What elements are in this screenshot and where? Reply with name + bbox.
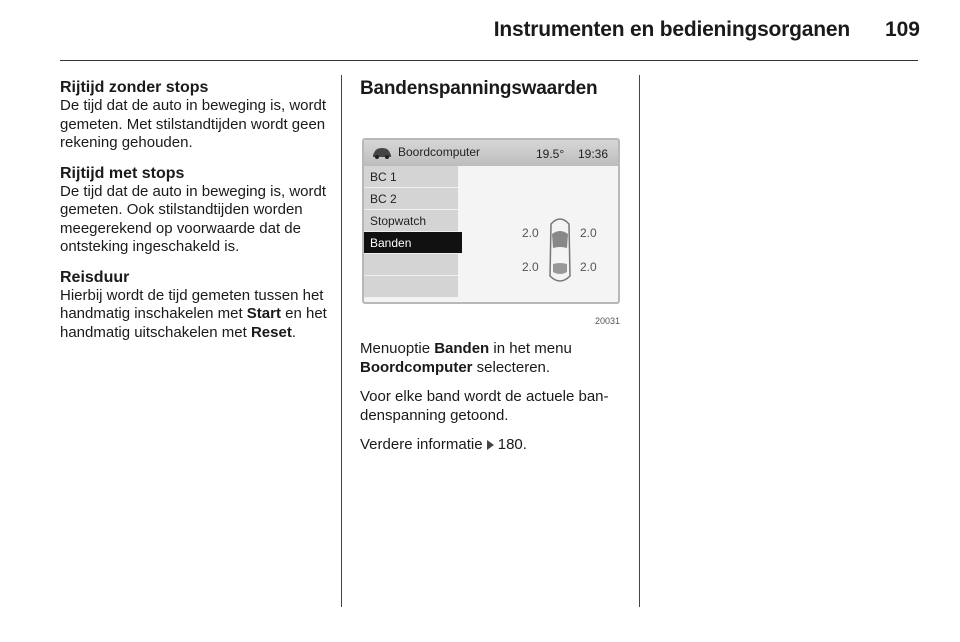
section-driving-time-with-stops <box>60 164 330 257</box>
page-number: 109 <box>884 18 920 41</box>
reset-keyword: Reset <box>250 323 292 341</box>
display-title: Boordcomputer <box>398 145 481 159</box>
section-trip-duration <box>60 268 330 343</box>
text-run: selecteren. <box>472 358 551 376</box>
outside-temperature: 19.5° <box>536 147 565 161</box>
menu-item-bc1[interactable]: BC 1 <box>364 166 458 188</box>
middle-column <box>360 78 625 466</box>
left-column <box>60 78 330 353</box>
menu-empty-slot <box>364 276 458 298</box>
section-heading: Rijtijd zonder stops <box>60 79 209 96</box>
menu-item-bc2[interactable]: BC 2 <box>364 188 458 210</box>
banden-keyword: Banden <box>434 340 490 357</box>
menu-item-banden[interactable]: Banden <box>364 232 462 254</box>
section-text <box>60 287 330 343</box>
section-heading: Reisduur <box>60 268 130 286</box>
section-heading: Rijtijd met stops <box>60 164 185 182</box>
section-title: Bandenspanningswaarden <box>360 78 598 99</box>
text-run: in het menu <box>489 340 572 357</box>
page-reference[interactable]: 180. <box>497 436 527 453</box>
display-menu <box>364 166 458 302</box>
board-computer-figure <box>360 116 622 326</box>
section-text: De tijd dat de auto in beweging is, wordt gemeten. Met stilstandtijden wordt geen rekening gehouden. <box>60 97 326 151</box>
start-keyword: Start <box>246 305 281 322</box>
car-top-view-icon <box>546 216 574 286</box>
tyre-pressure-front-right: 2.0 <box>580 226 597 240</box>
header-divider <box>60 60 918 61</box>
menu-item-stopwatch[interactable]: Stopwatch <box>364 210 458 232</box>
text-run: . <box>291 323 296 341</box>
text-run: en het handmatig uitschakelen met <box>60 305 327 341</box>
clock-time: 19:36 <box>578 147 609 161</box>
tyre-pressure-rear-left: 2.0 <box>522 260 539 274</box>
section-driving-time-no-stops <box>60 78 330 153</box>
tyre-pressure-rear-right: 2.0 <box>580 260 597 274</box>
page-reference-arrow-icon <box>487 440 494 450</box>
column-divider-1 <box>341 75 342 607</box>
instruction-paragraph <box>360 340 625 377</box>
text-run: Verdere informatie <box>360 436 487 453</box>
text-run: Hierbij wordt de tijd gemeten tussen het handmatig inschakelen met <box>60 286 324 322</box>
tyre-pressure-front-left: 2.0 <box>522 226 539 240</box>
column-divider-2 <box>639 75 640 607</box>
menu-empty-slot <box>364 254 458 276</box>
description-paragraph: Voor elke band wordt de actuele bandenspanning getoond. <box>360 388 609 424</box>
display-screen <box>362 138 620 304</box>
figure-number: 20031 <box>594 316 620 326</box>
display-header <box>364 140 618 166</box>
boordcomputer-keyword: Boordcomputer <box>360 358 473 376</box>
section-text: De tijd dat de auto in beweging is, wordt gemeten. Ook stilstandtijden worden meegerekend op voorwaarde dat de ontsteking ingeschakeld is. <box>60 182 326 255</box>
page-header <box>0 0 960 60</box>
reference-paragraph <box>360 436 625 455</box>
text-run: Menuoptie <box>360 340 435 357</box>
car-icon <box>372 147 392 159</box>
chapter-title: Instrumenten en bedieningsorganen <box>493 18 850 41</box>
